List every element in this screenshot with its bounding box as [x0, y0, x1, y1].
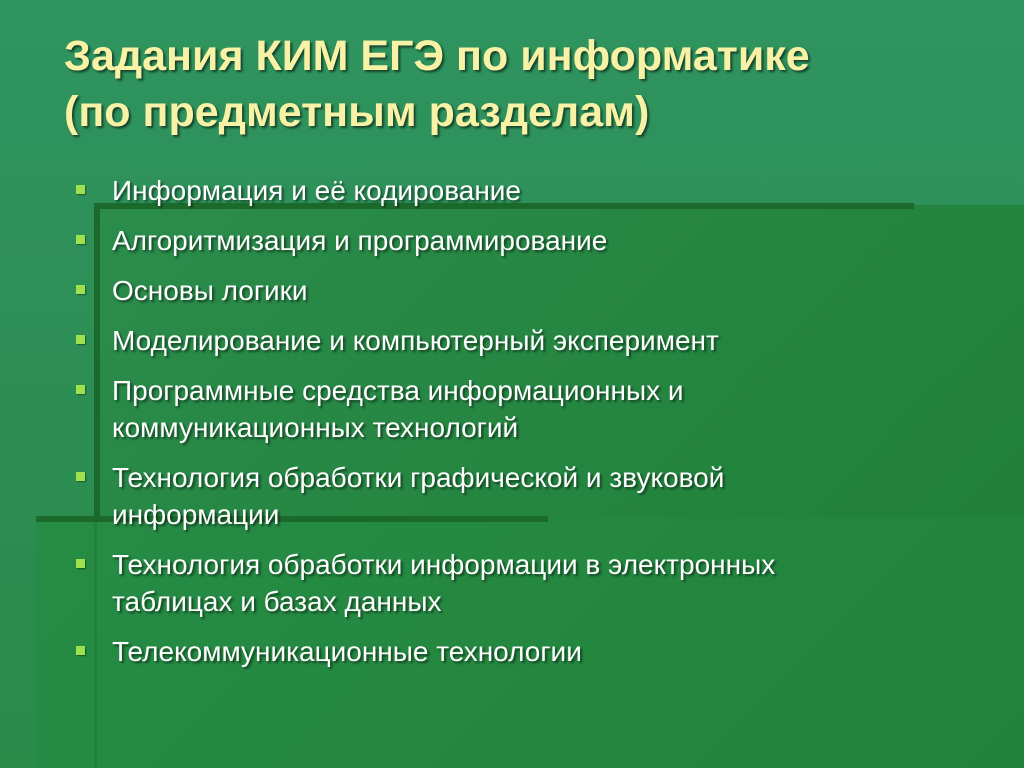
- list-item-text: [112, 322, 972, 359]
- list-item-line: Моделирование и компьютерный эксперимент: [112, 325, 719, 356]
- list-item-text: [112, 633, 972, 670]
- list-item-text: [112, 222, 972, 259]
- square-bullet-icon: [76, 285, 85, 294]
- list-item-line: Информация и её кодирование: [112, 175, 522, 206]
- list-item-line: информации: [112, 499, 280, 530]
- list-item: [72, 459, 972, 533]
- list-item-text: [112, 459, 972, 533]
- slide-title: [64, 28, 994, 140]
- list-item-line: Программные средства информационных и: [112, 375, 684, 406]
- list-item: [72, 633, 972, 670]
- list-item-text: [112, 546, 972, 620]
- square-bullet-icon: [76, 559, 85, 568]
- list-item: [72, 172, 972, 209]
- square-bullet-icon: [76, 335, 85, 344]
- topic-list: [72, 172, 972, 683]
- square-bullet-icon: [76, 185, 85, 194]
- list-item-line: коммуникационных технологий: [112, 412, 519, 443]
- list-item-line: Технология обработки информации в электронных: [112, 549, 776, 580]
- square-bullet-icon: [76, 385, 85, 394]
- list-item-text: [112, 372, 972, 446]
- list-item: [72, 372, 972, 446]
- list-item-line: Основы логики: [112, 275, 308, 306]
- list-item: [72, 546, 972, 620]
- list-item-text: [112, 272, 972, 309]
- list-item-text: [112, 172, 972, 209]
- square-bullet-icon: [76, 646, 85, 655]
- list-item-line: Алгоритмизация и программирование: [112, 225, 608, 256]
- list-item: [72, 222, 972, 259]
- slide-title-line: (по предметным разделам): [64, 88, 650, 136]
- list-item-line: Технология обработки графической и звуковой: [112, 462, 725, 493]
- list-item-line: таблицах и базах данных: [112, 586, 442, 617]
- list-item: [72, 272, 972, 309]
- list-item-line: Телекоммуникационные технологии: [112, 636, 582, 667]
- square-bullet-icon: [76, 235, 85, 244]
- slide-title-line: Задания КИМ ЕГЭ по информатике: [64, 32, 810, 80]
- square-bullet-icon: [76, 472, 85, 481]
- list-item: [72, 322, 972, 359]
